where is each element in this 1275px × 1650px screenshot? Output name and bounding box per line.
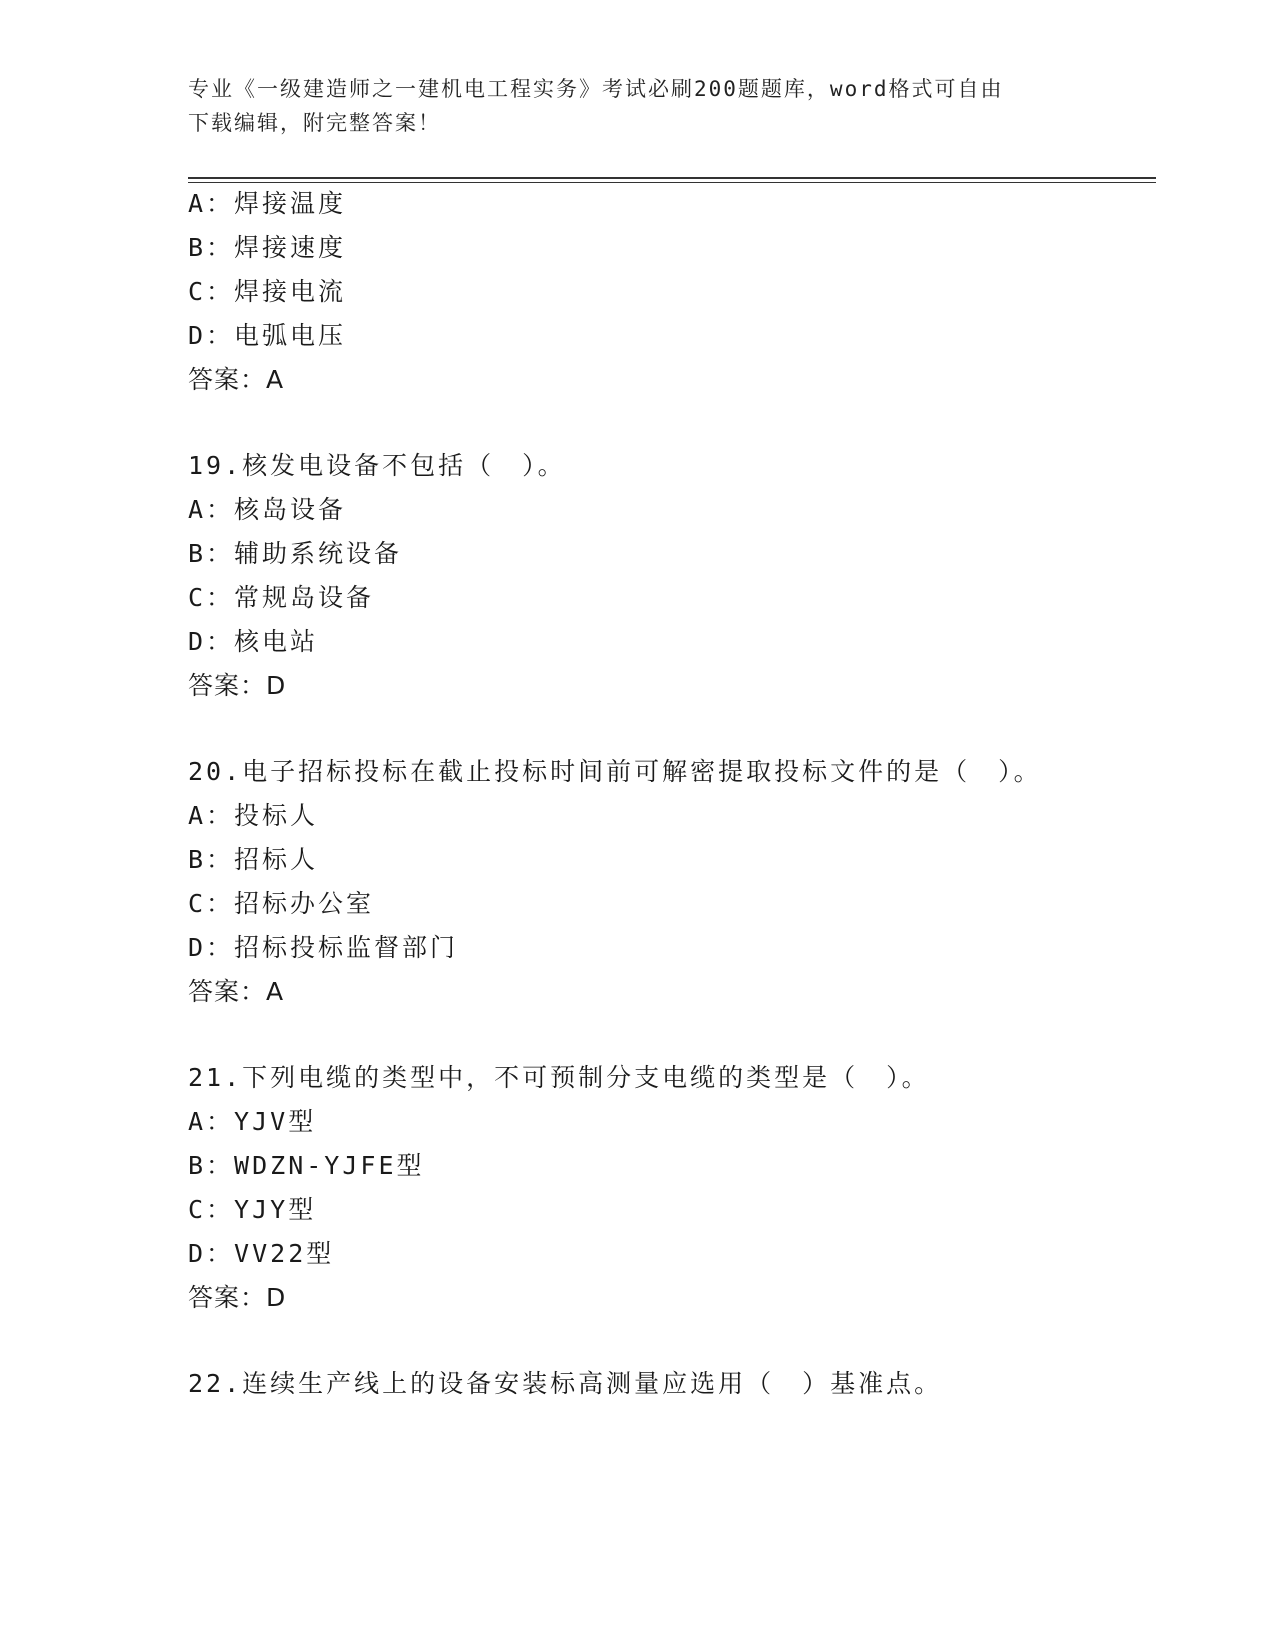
q21-option-d: D：VV22型 (188, 1239, 335, 1268)
q18-option-c: C：焊接电流 (188, 277, 347, 306)
q18-option-d: D：电弧电压 (188, 321, 347, 350)
header-divider-thick (188, 177, 1156, 179)
q19-question: 19.核发电设备不包括（ ）。 (188, 451, 566, 480)
q20-question: 20.电子招标投标在截止投标时间前可解密提取投标文件的是（ ）。 (188, 757, 1042, 786)
q20-answer: 答案：A (188, 977, 285, 1006)
q19-option-a: A：核岛设备 (188, 495, 347, 524)
q21-answer: 答案：D (188, 1283, 287, 1312)
q18-option-a: A：焊接温度 (188, 189, 347, 218)
q21-option-a: A：YJV型 (188, 1107, 317, 1136)
q18-option-b: B：焊接速度 (188, 233, 347, 262)
q19-option-b: B：辅助系统设备 (188, 539, 403, 568)
q18-answer: 答案：A (188, 365, 285, 394)
q22-question: 22.连续生产线上的设备安装标高测量应选用（ ）基准点。 (188, 1369, 943, 1398)
q19-option-c: C：常规岛设备 (188, 583, 375, 612)
header-divider-thin (188, 182, 1156, 183)
q21-question: 21.下列电缆的类型中，不可预制分支电缆的类型是（ ）。 (188, 1063, 930, 1092)
document-header (188, 72, 1088, 140)
q20-option-d: D：招标投标监督部门 (188, 933, 459, 962)
q20-option-a: A：投标人 (188, 801, 319, 830)
q20-option-c: C：招标办公室 (188, 889, 375, 918)
q21-option-c: C：YJY型 (188, 1195, 317, 1224)
q21-option-b: B：WDZN-YJFE型 (188, 1151, 425, 1180)
q19-option-d: D：核电站 (188, 627, 319, 656)
header-line-1: 专业《一级建造师之一建机电工程实务》考试必刷200题题库，word格式可自由 (188, 77, 1004, 101)
header-line-2: 下载编辑，附完整答案！ (188, 111, 441, 135)
q19-answer: 答案：D (188, 671, 287, 700)
q20-option-b: B：招标人 (188, 845, 319, 874)
